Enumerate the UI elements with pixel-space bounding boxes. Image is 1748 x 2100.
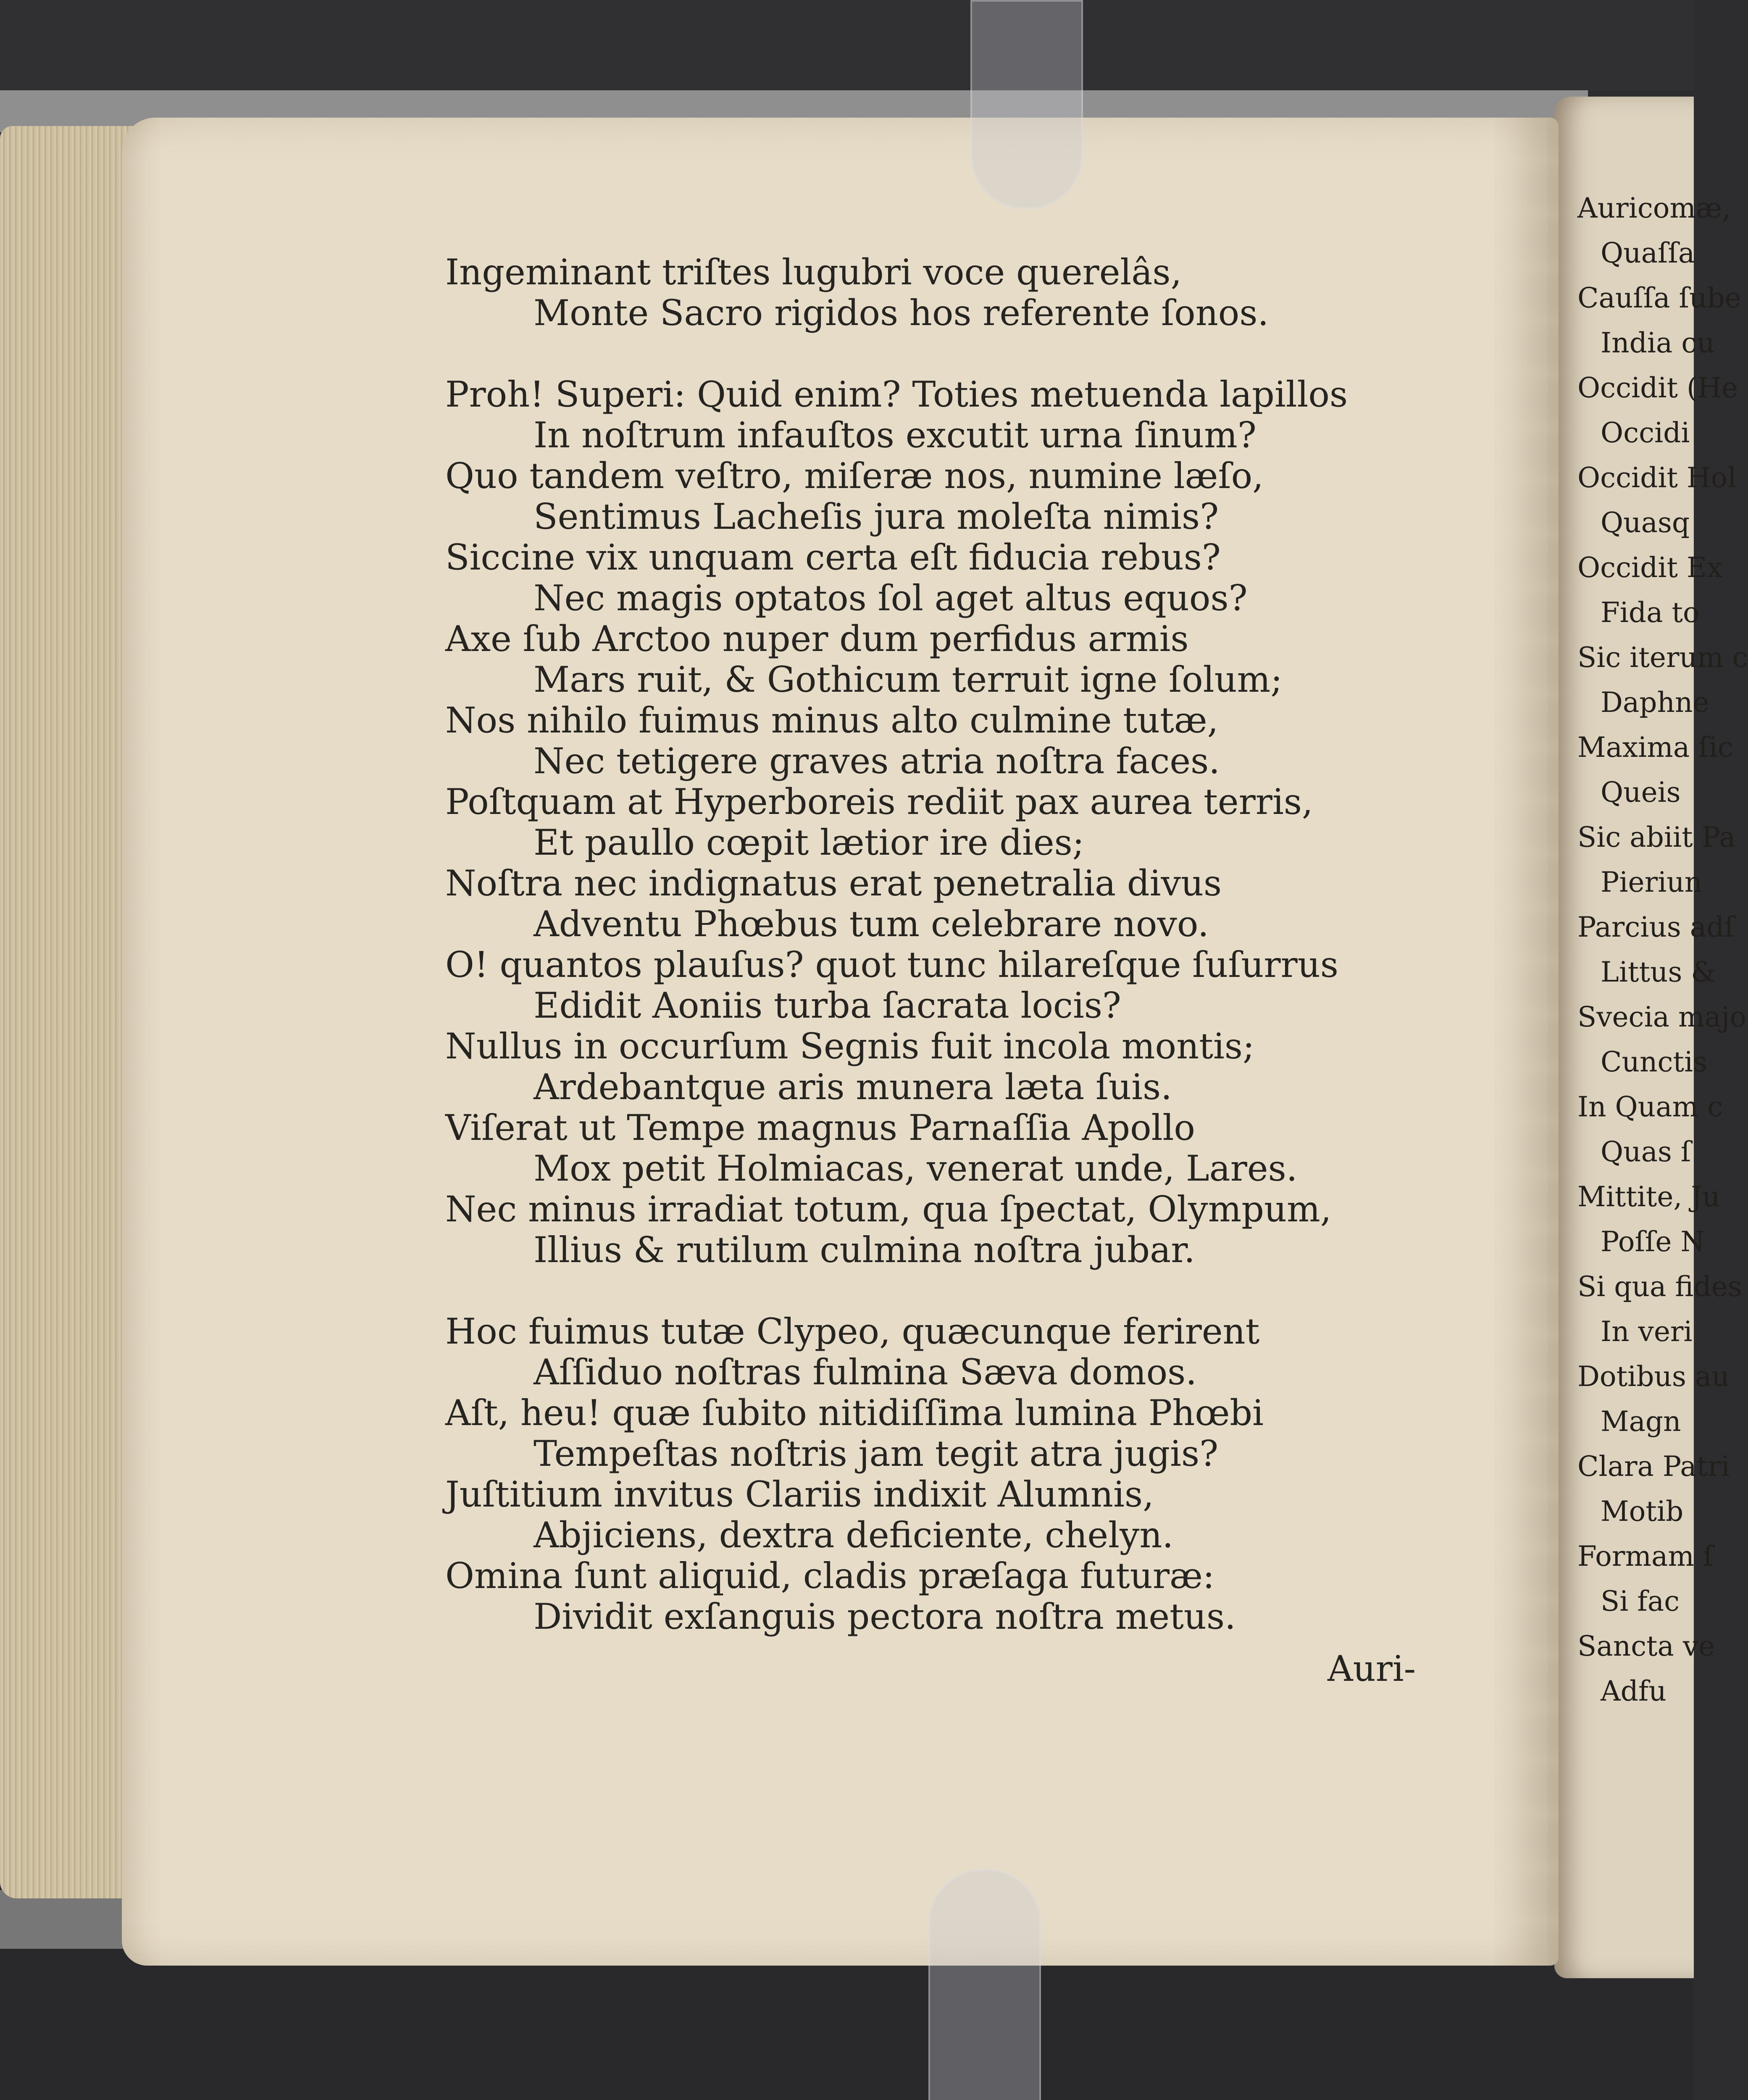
poem-line: In noſtrum infauſtos excutit urna ſinum? <box>534 415 1256 456</box>
poem-line: Monte Sacro rigidos hos referente ſonos. <box>534 292 1269 333</box>
right-page-line: Poſſe N <box>1601 1226 1705 1258</box>
poem-line: Illius & rutilum culmina noſtra jubar. <box>534 1229 1195 1270</box>
poem-line: Axe ſub Arctoo nuper dum perfidus armis <box>445 618 1189 659</box>
poem-line: Nec minus irradiat totum, qua ſpectat, Olympum, <box>445 1189 1332 1230</box>
poem-line: Poſtquam at Hyperboreis rediit pax aurea terris, <box>445 781 1313 822</box>
poem-line: Sentimus Lacheſis jura moleſta nimis? <box>534 496 1219 537</box>
right-page-line: Svecia majo <box>1577 1001 1747 1033</box>
right-page-line: In veri <box>1601 1315 1693 1348</box>
poem-line: Edidit Aoniis turba ſacrata locis? <box>534 985 1121 1026</box>
right-page-line: Si qua fides <box>1577 1270 1742 1303</box>
poem-line: Hoc fuimus tutæ Clypeo, quæcunque ferirent <box>445 1311 1260 1352</box>
stanza-gap <box>445 1270 1437 1311</box>
catchword: Auri- <box>1327 1648 1416 1689</box>
right-page-line: Formam ſ <box>1577 1540 1714 1572</box>
right-page-line: Daphne <box>1601 686 1709 719</box>
page-holder-bottom <box>928 1869 1041 2100</box>
poem-line: Viſerat ut Tempe magnus Parnaſſia Apollo <box>445 1107 1195 1148</box>
poem-line: Mars ruit, & Gothicum terruit igne ſolum; <box>534 659 1283 700</box>
right-page-line: Queis <box>1601 776 1681 808</box>
poem-line: Et paullo cœpit lætior ire dies; <box>534 822 1084 863</box>
poem-line: Quo tandem veſtro, miſeræ nos, numine læſo, <box>445 455 1264 496</box>
right-page-line: Magn <box>1601 1405 1681 1438</box>
poem-line: Proh! Superi: Quid enim? Toties metuenda lapillos <box>445 374 1348 415</box>
poem-line: Dividit exſanguis pectora noſtra metus. <box>534 1596 1236 1637</box>
poem-text <box>445 252 1437 1637</box>
right-page-line: Pieriun <box>1601 866 1703 898</box>
right-page-line: Occidit (He <box>1577 372 1738 404</box>
right-page-line: India cu <box>1601 327 1715 359</box>
poem-line: Nullus in occurſum Segnis fuit incola montis; <box>445 1026 1255 1067</box>
right-page-line: Auricomæ, <box>1577 192 1731 224</box>
right-page-line: Quaſſa <box>1601 237 1695 269</box>
right-page-line: Quas ſ <box>1601 1136 1691 1168</box>
poem-line: Nec magis optatos ſol aget altus equos? <box>534 578 1248 619</box>
right-page-line: Cunctis <box>1601 1046 1707 1078</box>
right-page-line: Occidi <box>1601 417 1690 449</box>
right-page-line: Sic abiit Pa <box>1577 821 1736 853</box>
background-top <box>0 0 1694 90</box>
stanza-gap <box>445 333 1437 374</box>
poem-line: Aſſiduo noſtras fulmina Sæva domos. <box>534 1352 1197 1393</box>
poem-line: O! quantos plauſus? quot tunc hilareſque ſuſurrus <box>445 944 1339 985</box>
poem-line: Nec tetigere graves atria noſtra faces. <box>534 740 1220 782</box>
right-page-line: Quasq <box>1601 507 1690 539</box>
right-page-line: Motib <box>1601 1495 1684 1528</box>
poem-line: Mox petit Holmiacas, venerat unde, Lares. <box>534 1148 1298 1189</box>
poem-line: Ardebantque aris munera læta ſuis. <box>534 1066 1172 1108</box>
right-page <box>1554 97 1748 1978</box>
right-page-line: Maxima ſic <box>1577 731 1733 764</box>
right-page-line: Clara Patri <box>1577 1450 1730 1483</box>
right-page-line: In Quam c <box>1577 1091 1723 1123</box>
right-page-line: Parcius adſ <box>1577 911 1735 943</box>
poem-line: Adventu Phœbus tum celebrare novo. <box>534 903 1209 945</box>
poem-line: Ingeminant triſtes lugubri voce querelâs, <box>445 252 1182 293</box>
poem-line: Noſtra nec indignatus erat penetralia divus <box>445 863 1222 904</box>
right-page-line: Occidit Ex <box>1577 551 1723 584</box>
poem-line: Omina ſunt aliquid, cladis præſaga futuræ: <box>445 1555 1215 1596</box>
right-page-line: Dotibus au <box>1577 1360 1730 1393</box>
background-bottom <box>0 1949 1694 2100</box>
poem-line: Aſt, heu! quæ ſubito nitidiſſima lumina Phœbi <box>445 1392 1264 1433</box>
page-holder-top <box>970 0 1083 209</box>
right-page-line: Adfu <box>1601 1675 1667 1707</box>
poem-line: Tempeſtas noſtris jam tegit atra jugis? <box>534 1433 1219 1474</box>
right-page-line: Sic iterum c <box>1577 641 1748 674</box>
right-page-line: Mittite, Ju <box>1577 1181 1720 1213</box>
right-page-line: Si fac <box>1601 1585 1680 1617</box>
right-page-line: Sancta ve <box>1577 1630 1715 1662</box>
right-page-line: Littus & <box>1601 956 1716 988</box>
poem-line: Siccine vix unquam certa eſt fiducia rebus? <box>445 537 1221 578</box>
poem-line: Abjiciens, dextra deficiente, chelyn. <box>534 1515 1174 1556</box>
right-page-line: Cauſſa ſube <box>1577 282 1741 314</box>
poem-line: Juſtitium invitus Clariis indixit Alumnis, <box>445 1474 1154 1515</box>
right-page-line: Fida to <box>1601 596 1700 629</box>
right-page-line: Occidit Hol <box>1577 462 1737 494</box>
poem-line: Nos nihilo fuimus minus alto culmine tutæ, <box>445 700 1219 741</box>
